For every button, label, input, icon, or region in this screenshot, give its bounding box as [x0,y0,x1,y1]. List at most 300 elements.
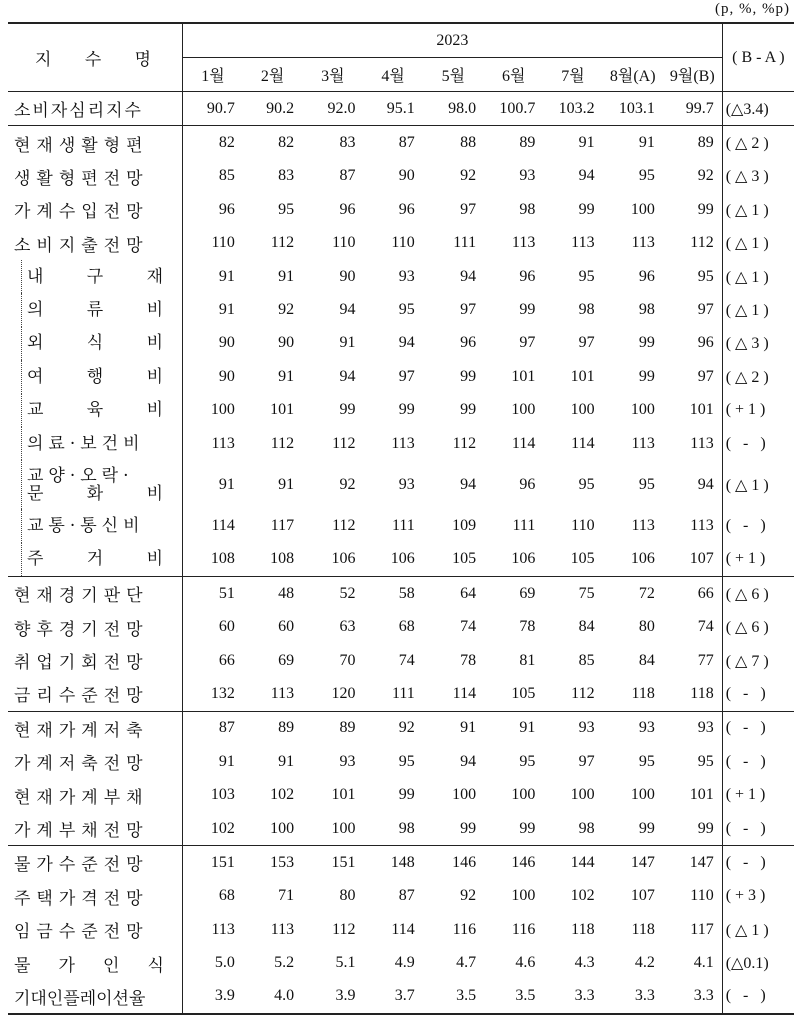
value-cell: 110 [571,516,595,534]
value-cell: 111 [391,516,415,534]
value-cell: 83 [278,167,295,185]
value-cell: 78 [460,651,477,669]
value-cell: 113 [511,234,536,252]
value-cell: 99 [638,334,655,352]
value-cell: 95 [398,752,415,770]
row-label: 취업기회전망 [8,644,183,677]
table-row [8,126,794,160]
value-cell: 93 [398,475,415,493]
value-cell: 118 [631,920,655,938]
value-cell: 94 [339,367,356,385]
diff-cell: ( △ 2 ) [722,126,794,160]
diff-cell: ( + 1 ) [722,778,794,811]
diff-cell: ( - ) [722,745,794,778]
value-cell: 69 [278,651,295,669]
diff-cell: ( - ) [722,846,794,880]
value-cell: 103.2 [543,92,602,126]
value-cell: 94 [460,475,477,493]
value-cell: 96 [460,334,477,352]
value-cell: 101 [570,367,595,385]
table-row [8,644,794,677]
value-cell: 95 [638,752,655,770]
value-cell: 97 [578,334,595,352]
value-cell: 153 [243,846,302,880]
value-cell: 93 [543,711,602,745]
value-cell: 113 [211,434,235,452]
table-row [8,980,794,1014]
value-cell: 99.7 [663,92,722,126]
value-cell: 91 [278,367,295,385]
value-cell: 99 [339,401,356,419]
value-cell: 113 [631,434,655,452]
value-cell: 92 [460,887,477,905]
value-cell: 92 [278,301,295,319]
value-cell: 90.7 [183,92,243,126]
value-cell: 93 [663,711,722,745]
value-cell: 48 [243,577,302,611]
value-cell: 96 [218,200,235,218]
value-cell: 107 [630,887,655,905]
value-cell: 92 [339,475,356,493]
row-label: 물가수준전망 [8,846,183,880]
value-cell: 66 [218,651,235,669]
value-cell: 87 [339,167,356,185]
month-header: 6월 [484,58,543,92]
year-header: 2023 [183,23,723,58]
value-cell: 82 [183,126,243,160]
diff-cell: (△3.4) [722,92,794,126]
value-cell: 99 [460,367,477,385]
row-label: 가계저축전망 [8,745,183,778]
value-cell: 3.5 [484,980,543,1014]
table-row [8,880,794,913]
table-row [8,946,794,979]
value-cell: 92 [460,167,477,185]
value-cell: 90 [398,167,415,185]
value-cell: 87 [183,711,243,745]
row-label: 주 거 비 [8,543,183,577]
value-cell: 91 [543,126,602,160]
value-cell: 144 [543,846,602,880]
month-header: 1월 [183,58,243,92]
table-row [8,677,794,711]
value-cell: 98.0 [423,92,484,126]
diff-cell: ( △ 6 ) [722,610,794,643]
table-row [8,92,794,126]
value-cell: 117 [690,920,714,938]
value-cell: 96 [519,475,536,493]
diff-cell: ( - ) [722,711,794,745]
value-cell: 90.2 [243,92,302,126]
value-cell: 92 [697,167,714,185]
value-cell: 99 [578,200,595,218]
diff-cell: ( △ 1 ) [722,193,794,226]
diff-cell: ( △ 1 ) [722,260,794,293]
value-cell: 102 [210,819,235,837]
month-header: 2월 [243,58,302,92]
value-cell: 101 [331,786,356,804]
row-label: 여 행 비 [8,360,183,393]
value-cell: 148 [364,846,423,880]
value-cell: 105 [570,550,595,568]
table-row [8,745,794,778]
row-label: 의 류 비 [8,293,183,326]
row-label: 물 가 인 식 [8,946,183,979]
value-cell: 93 [519,167,536,185]
table-row [8,394,794,427]
row-label: 임금수준전망 [8,913,183,946]
value-cell: 90 [339,267,356,285]
diff-cell: ( △ 1 ) [722,227,794,260]
value-cell: 64 [423,577,484,611]
value-cell: 58 [364,577,423,611]
value-cell: 95 [578,267,595,285]
value-cell: 109 [452,516,477,534]
value-cell: 106 [511,550,536,568]
diff-cell: ( △ 1 ) [722,460,794,509]
value-cell: 99 [697,200,714,218]
table-row [8,509,794,542]
row-label: 외 식 비 [8,327,183,360]
diff-cell: ( + 1 ) [722,394,794,427]
value-cell: 85 [578,651,595,669]
value-cell: 99 [519,819,536,837]
value-cell: 74 [460,618,477,636]
table-row [8,293,794,326]
value-cell: 95 [697,267,714,285]
value-cell: 3.9 [302,980,363,1014]
value-cell: 99 [638,819,655,837]
value-cell: 95 [398,301,415,319]
value-cell: 87 [398,887,415,905]
table-row [8,812,794,846]
value-cell: 94 [339,301,356,319]
row-label: 생활형편전망 [8,160,183,193]
value-cell: 100 [511,401,536,419]
value-cell: 4.2 [634,954,655,972]
value-cell: 146 [423,846,484,880]
value-cell: 108 [270,550,295,568]
value-cell: 112 [332,434,356,452]
value-cell: 107 [689,550,714,568]
table-row [8,846,794,880]
row-label: 내 구 재 [8,260,183,293]
value-cell: 68 [398,618,415,636]
value-cell: 66 [663,577,722,611]
value-cell: 99 [460,401,477,419]
value-cell: 105 [511,684,536,702]
row-label: 교 육 비 [8,394,183,427]
table-row [8,610,794,643]
value-cell: 100 [630,401,655,419]
value-cell: 114 [571,434,595,452]
table-row [8,778,794,811]
value-cell: 83 [302,126,363,160]
value-cell: 113 [211,920,235,938]
value-cell: 100 [511,887,536,905]
value-cell: 69 [484,577,543,611]
value-cell: 93 [398,267,415,285]
value-cell: 111 [391,684,415,702]
table-row [8,193,794,226]
value-cell: 80 [339,887,356,905]
value-cell: 113 [690,516,714,534]
value-cell: 96 [697,334,714,352]
value-cell: 3.3 [603,980,663,1014]
row-label: 소비지출전망 [8,227,183,260]
value-cell: 4.7 [456,954,477,972]
value-cell: 99 [519,301,536,319]
value-cell: 151 [183,846,243,880]
value-cell: 84 [638,651,655,669]
value-cell: 112 [571,684,595,702]
value-cell: 112 [332,920,356,938]
value-cell: 112 [270,234,295,252]
value-cell: 100 [452,786,477,804]
table-row [8,543,794,577]
value-cell: 116 [511,920,536,938]
diff-cell: ( △ 3 ) [722,160,794,193]
value-cell: 110 [690,887,714,905]
diff-cell: ( - ) [722,980,794,1014]
value-cell: 91 [278,475,295,493]
value-cell: 95 [638,167,655,185]
consumer-sentiment-table [8,22,794,1015]
diff-cell: ( - ) [722,677,794,711]
row-label: 현재가계부채 [8,778,183,811]
diff-cell: ( - ) [722,509,794,542]
value-cell: 60 [278,618,295,636]
value-cell: 92.0 [302,92,363,126]
value-cell: 117 [270,516,295,534]
value-cell: 91 [218,267,235,285]
value-cell: 95 [697,752,714,770]
value-cell: 98 [578,819,595,837]
month-header: 4월 [364,58,423,92]
value-cell: 90 [278,334,295,352]
value-cell: 106 [630,550,655,568]
value-cell: 147 [603,846,663,880]
value-cell: 105 [452,550,477,568]
value-cell: 95 [578,475,595,493]
value-cell: 4.6 [515,954,536,972]
value-cell: 5.2 [274,954,295,972]
value-cell: 89 [243,711,302,745]
month-header: 7월 [543,58,602,92]
value-cell: 97 [697,301,714,319]
value-cell: 91 [484,711,543,745]
table-row [8,913,794,946]
value-cell: 91 [218,475,235,493]
row-label: 가계부채전망 [8,812,183,846]
table-row [8,160,794,193]
diff-column-header: ( B - A ) [722,23,794,92]
value-cell: 98 [398,819,415,837]
value-cell: 112 [332,516,356,534]
table-row [8,427,794,460]
value-cell: 118 [631,684,655,702]
value-cell: 97 [578,752,595,770]
value-cell: 91 [278,267,295,285]
value-cell: 112 [270,434,295,452]
table-row [8,227,794,260]
value-cell: 108 [210,550,235,568]
value-cell: 151 [302,846,363,880]
value-cell: 103 [210,786,235,804]
value-cell: 81 [519,651,536,669]
value-cell: 95 [278,200,295,218]
value-cell: 114 [391,920,415,938]
value-cell: 87 [364,126,423,160]
diff-cell: ( △ 7 ) [722,644,794,677]
row-label: 의료·보건비 [8,427,183,460]
value-cell: 116 [452,920,477,938]
value-cell: 72 [603,577,663,611]
value-cell: 106 [390,550,415,568]
value-cell: 89 [302,711,363,745]
value-cell: 101 [270,401,295,419]
value-cell: 101 [689,401,714,419]
value-cell: 95.1 [364,92,423,126]
value-cell: 114 [211,516,235,534]
month-header: 9월(B) [663,58,722,92]
value-cell: 52 [302,577,363,611]
value-cell: 93 [603,711,663,745]
value-cell: 3.7 [364,980,423,1014]
value-cell: 99 [460,819,477,837]
row-label: 향후경기전망 [8,610,183,643]
value-cell: 94 [398,334,415,352]
value-cell: 94 [460,752,477,770]
value-cell: 4.1 [693,954,714,972]
value-cell: 3.3 [543,980,602,1014]
month-header: 3월 [302,58,363,92]
value-cell: 74 [697,618,714,636]
value-cell: 91 [339,334,356,352]
month-header: 5월 [423,58,484,92]
value-cell: 114 [511,434,536,452]
value-cell: 132 [210,684,235,702]
value-cell: 89 [663,126,722,160]
diff-cell: ( + 3 ) [722,880,794,913]
value-cell: 100 [630,200,655,218]
value-cell: 96 [398,200,415,218]
value-cell: 91 [278,752,295,770]
value-cell: 90 [218,367,235,385]
diff-cell: ( △ 1 ) [722,913,794,946]
row-label: 기대인플레이션율 [8,980,183,1014]
value-cell: 98 [519,200,536,218]
value-cell: 99 [398,786,415,804]
value-cell: 5.0 [214,954,235,972]
table-row [8,260,794,293]
row-label: 현재경기판단 [8,577,183,611]
value-cell: 91 [603,126,663,160]
diff-cell: ( - ) [722,812,794,846]
value-cell: 68 [218,887,235,905]
value-cell: 113 [391,434,415,452]
value-cell: 85 [218,167,235,185]
value-cell: 113 [270,684,295,702]
table-body [8,92,794,1015]
row-label: 금리수준전망 [8,677,183,711]
value-cell: 75 [543,577,602,611]
value-cell: 4.0 [243,980,302,1014]
value-cell: 118 [571,920,595,938]
value-cell: 4.3 [574,954,595,972]
value-cell: 94 [578,167,595,185]
unit-note: (p, %, %p) [715,1,790,17]
row-label: 교양·오락· 문 화 비 [8,460,183,509]
value-cell: 4.9 [394,954,415,972]
value-cell: 101 [511,367,536,385]
value-cell: 110 [211,234,235,252]
value-cell: 70 [339,651,356,669]
value-cell: 114 [452,684,477,702]
value-cell: 96 [519,267,536,285]
table-row [8,360,794,393]
value-cell: 5.1 [335,954,356,972]
value-cell: 95 [519,752,536,770]
value-cell: 98 [638,301,655,319]
value-cell: 100.7 [484,92,543,126]
value-cell: 97 [398,367,415,385]
table-row [8,327,794,360]
value-cell: 96 [638,267,655,285]
value-cell: 99 [697,819,714,837]
value-cell: 101 [689,786,714,804]
diff-cell: ( △ 2 ) [722,360,794,393]
value-cell: 103.1 [603,92,663,126]
diff-cell: ( △ 6 ) [722,577,794,611]
value-cell: 3.9 [183,980,243,1014]
value-cell: 98 [578,301,595,319]
value-cell: 100 [630,786,655,804]
table-row [8,460,794,509]
value-cell: 113 [631,516,655,534]
value-cell: 99 [638,367,655,385]
value-cell: 92 [364,711,423,745]
value-cell: 113 [690,434,714,452]
value-cell: 96 [339,200,356,218]
value-cell: 97 [519,334,536,352]
value-cell: 110 [332,234,356,252]
value-cell: 111 [453,234,477,252]
value-cell: 74 [398,651,415,669]
value-cell: 95 [638,475,655,493]
value-cell: 80 [638,618,655,636]
value-cell: 113 [571,234,595,252]
value-cell: 147 [663,846,722,880]
value-cell: 102 [570,887,595,905]
value-cell: 90 [218,334,235,352]
diff-cell: ( △ 1 ) [722,293,794,326]
value-cell: 102 [270,786,295,804]
value-cell: 93 [339,752,356,770]
value-cell: 51 [183,577,243,611]
value-cell: 120 [331,684,356,702]
value-cell: 100 [570,786,595,804]
value-cell: 77 [697,651,714,669]
value-cell: 91 [218,752,235,770]
value-cell: 94 [460,267,477,285]
value-cell: 91 [423,711,484,745]
value-cell: 89 [484,126,543,160]
value-cell: 113 [631,234,655,252]
value-cell: 112 [452,434,477,452]
row-label: 가계수입전망 [8,193,183,226]
value-cell: 110 [391,234,415,252]
